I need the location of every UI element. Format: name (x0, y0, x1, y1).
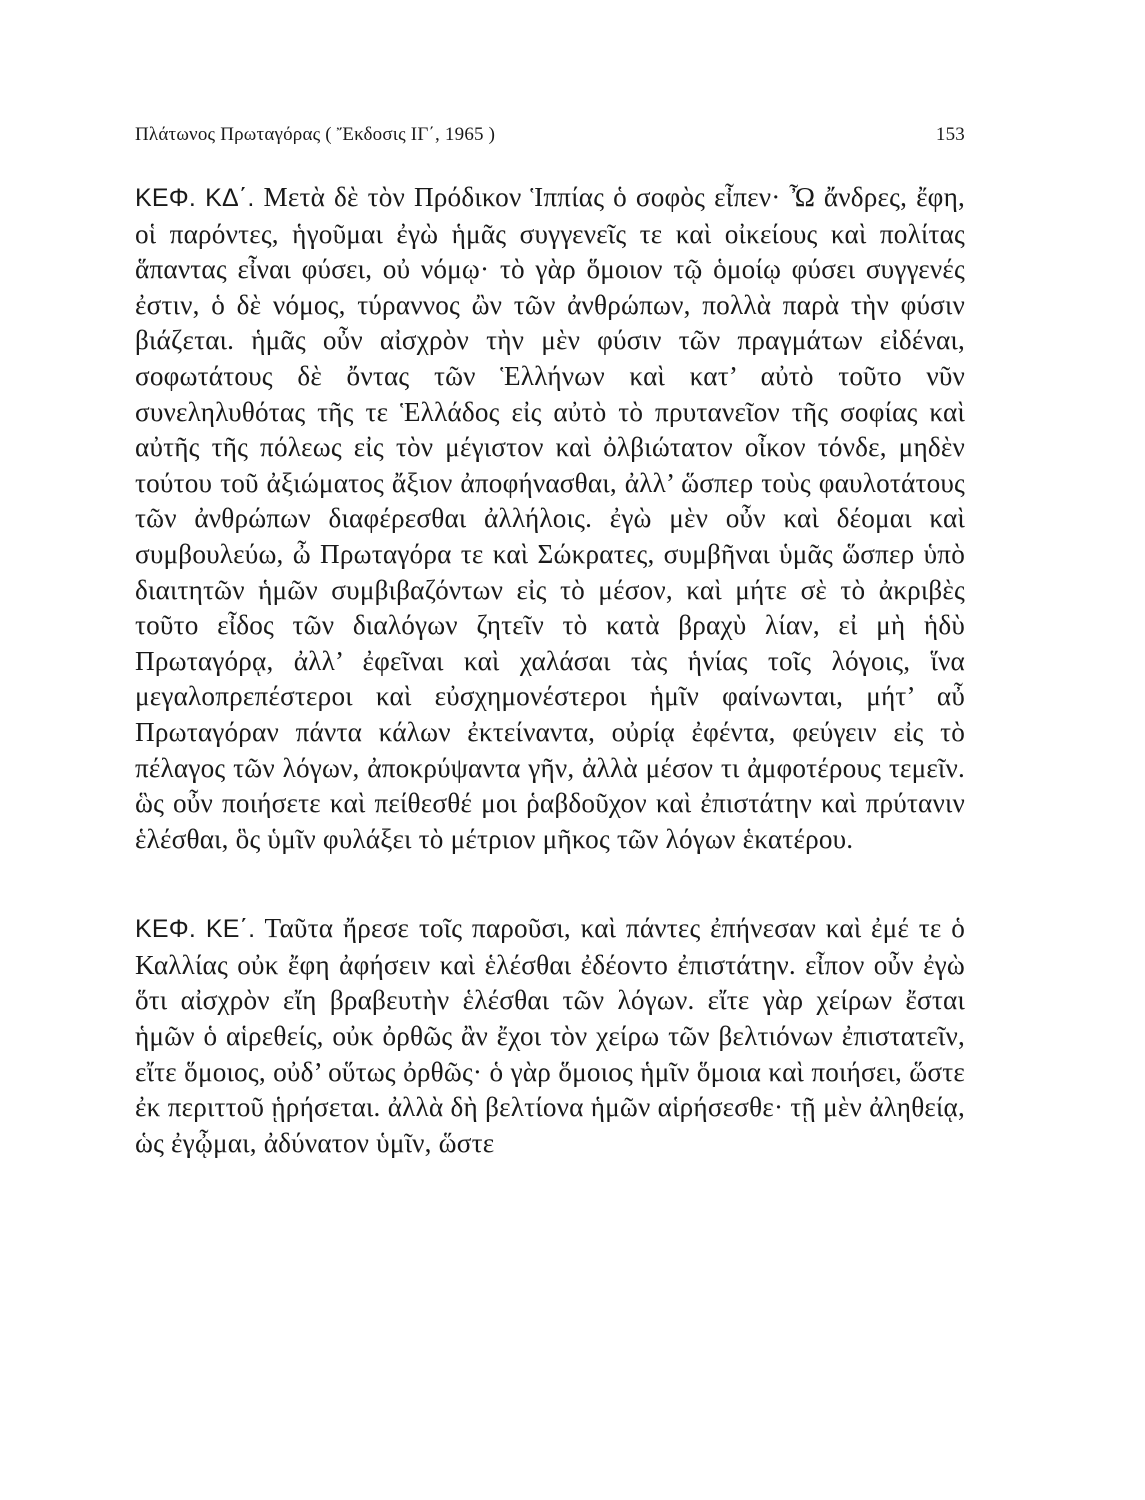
running-head (135, 124, 965, 154)
chapter-paragraph-kd (135, 180, 965, 857)
page-number: 153 (935, 124, 965, 145)
running-head-title: Πλάτωνος Πρωταγόρας ( Ἔκδοσις ΙΓ΄, 1965 ) (135, 124, 496, 145)
body-text (135, 180, 965, 1161)
chapter-text-ke: Ταῦτα ἤρεσε τοῖς παροῦσι, καὶ πάντες ἐπήνεσαν καὶ ἐμέ τε ὁ Καλλίας οὐκ ἔφη ἀφήσειν καὶ ἑλέσθαι ἐδέοντο ἐπιστάτην. εἶπον οὖν ἐγὼ ὅτι αἰσχρὸν εἴη βραβευτὴν ἑλέσθαι τῶν λόγων. εἴτε γὰρ χείρων ἔσται ἡμῶν ὁ αἱρεθείς, οὐκ ὀρθῶς ἂν ἔχοι τὸν χείρω τῶν βελτιόνων ἐπιστατεῖν, εἴτε ὅμοιος, οὐδ’ οὕτως ὀρθῶς· ὁ γὰρ ὅμοιος ἡμῖν ὅμοια καὶ ποιήσει, ὥστε ἐκ περιττοῦ ᾑρήσεται. ἀλλὰ δὴ βελτίονα ἡμῶν αἱρήσεσθε· τῇ μὲν ἀληθείᾳ, ὡς ἐγᾦμαι, ἀδύνατον ὑμῖν, ὥστε (135, 913, 965, 1158)
chapter-text-kd: Μετὰ δὲ τὸν Πρόδικον Ἱππίας ὁ σοφὸς εἶπεν· Ὦ ἄνδρες, ἔφη, οἱ παρόντες, ἡγοῦμαι ἐγὼ ἡμᾶς συγγενεῖς τε καὶ οἰκείους καὶ πολίτας ἅπαντας εἶναι φύσει, οὐ νόμῳ· τὸ γὰρ ὅμοιον τῷ ὁμοίῳ φύσει συγγενές ἐστιν, ὁ δὲ νόμος, τύραννος ὢν τῶν ἀνθρώπων, πολλὰ παρὰ τὴν φύσιν βιάζεται. ἡμᾶς οὖν αἰσχρὸν τὴν μὲν φύσιν τῶν πραγμάτων εἰδέναι, σοφωτάτους δὲ ὄντας τῶν Ἑλλήνων καὶ κατ’ αὐτὸ τοῦτο νῦν συνεληλυθότας τῆς τε Ἑλλάδος εἰς αὐτὸ τὸ πρυτανεῖον τῆς σοφίας καὶ αὐτῆς τῆς πόλεως εἰς τὸν μέγιστον καὶ ὀλβιώτατον οἶκον τόνδε, μηδὲν τούτου τοῦ ἀξιώματος ἄξιον ἀποφήνασθαι, ἀλλ’ ὥσπερ τοὺς φαυλοτάτους τῶν ἀνθρώπων διαφέρεσθαι ἀλλήλοις. ἐγὼ μὲν οὖν καὶ δέομαι καὶ συμβουλεύω, ὦ Πρωταγόρα τε καὶ Σώκρατες, συμβῆναι ὑμᾶς ὥσπερ ὑπὸ διαιτητῶν ἡμῶν συμβιβαζόντων εἰς τὸ μέσον, καὶ μήτε σὲ τὸ ἀκριβὲς τοῦτο εἶδος τῶν διαλόγων ζητεῖν τὸ κατὰ βραχὺ λίαν, εἰ μὴ ἡδὺ Πρωταγόρᾳ, ἀλλ’ ἐφεῖναι καὶ χαλάσαι τὰς ἡνίας τοῖς λόγοις, ἵνα μεγαλοπρεπέστεροι καὶ εὐσχημονέστεροι ἡμῖν φαίνωνται, μήτ’ αὖ Πρωταγόραν πάντα κάλων ἐκτείναντα, οὐρίᾳ ἐφέντα, φεύγειν εἰς τὸ πέλαγος τῶν λόγων, ἀποκρύψαντα γῆν, ἀλλὰ μέσον τι ἀμφοτέρους τεμεῖν. ὣς οὖν ποιήσετε καὶ πείθεσθέ μοι ῥαβδοῦχον καὶ ἐπιστάτην καὶ πρύτανιν ἑλέσθαι, ὃς ὑμῖν φυλάξει τὸ μέτριον μῆκος τῶν λόγων ἑκατέρου. (135, 182, 965, 854)
chapter-paragraph-ke (135, 911, 965, 1161)
chapter-heading-ke: ΚΕΦ. ΚΕ΄. (135, 915, 256, 944)
chapter-heading-kd: ΚΕΦ. ΚΔ΄. (135, 184, 255, 212)
